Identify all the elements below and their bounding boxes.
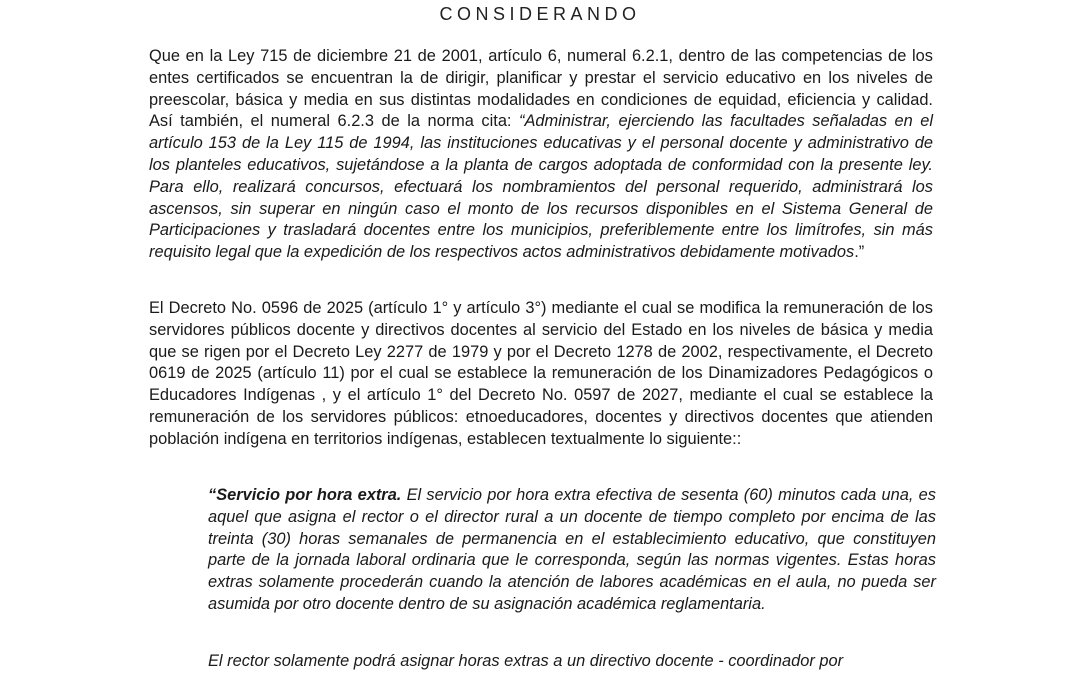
- quote-title: “Servicio por hora extra.: [208, 486, 402, 504]
- section-heading: CONSIDERANDO: [439, 4, 641, 24]
- paragraph-decretos: El Decreto No. 0596 de 2025 (artículo 1° y artículo 3°) mediante el cual se modifica la remuneración de los servidores públicos docente y directivos docentes al servicio del Estado en los niveles de básica y media que se rigen por el Decreto Ley 2277 de 1979 y por el Decreto 1278 de 2002, respectivamente, el Decreto 0619 de 2025 (artículo 11) por el cual se establece la remuneración de los Dinamizadores Pedagógicos o Educadores Indígenas , y el artículo 1° del Decreto No. 0597 de 2027, mediante el cual se establece la remuneración de los servidores públicos: etnoeducadores, docentes y directivos docentes que atienden población indígena en territorios indígenas, establecen textualmente lo siguiente::: [149, 299, 933, 448]
- cited-norm-quote: “Administrar, ejerciendo las facultades señaladas en el artículo 153 de la Ley 115 de 1994, las instituciones educativas y el personal docente y administrativo de los planteles educativos, sujetándose a la planta de cargos adoptada de conformidad con la presente ley. Para ello, realizará concursos, efectuará los nombramientos del personal requerido, administrará los ascensos, sin superar en ningún caso el monto de los recursos disponibles en el Sistema General de Participaciones y trasladará docentes entre los municipios, preferiblemente entre los limítrofes, sin más requisito legal que la expedición de los respectivos actos administrativos debidamente motivados: [149, 112, 934, 262]
- quote-rector-paragraph: El rector solamente podrá asignar horas extras a un directivo docente - coordinador por: [208, 652, 844, 670]
- paragraph-ley-715: [149, 46, 933, 264]
- quote-body: El servicio por hora extra efectiva de sesenta (60) minutos cada una, es aquel que asigna el rector o el director rural a un docente de tiempo completo por encima de las treinta (30) horas semanales de permanencia en el establecimiento educativo, que constituyen parte de la jornada laboral ordinaria que le corresponda, según las normas vigentes. Estas horas extras solamente procederán cuando la atención de labores académicas en el aula, no pueda ser asumida por otro docente dentro de su asignación académica reglamentaria.: [208, 486, 936, 613]
- quote-closing: .”: [854, 243, 865, 262]
- quote-hora-extra: [208, 485, 936, 616]
- paragraph-intro-text: Que en la Ley 715 de diciembre 21 de 2001, artículo 6, numeral 6.2.1, dentro de las competencias de los entes certificados se encuentran la de dirigir, planificar y prestar el servicio educativo en los niveles de preescolar, básica y media en sus distintas modalidades en condiciones de equidad, eficiencia y calidad. Así también, el numeral 6.2.3 de la norma cita:: [149, 47, 933, 131]
